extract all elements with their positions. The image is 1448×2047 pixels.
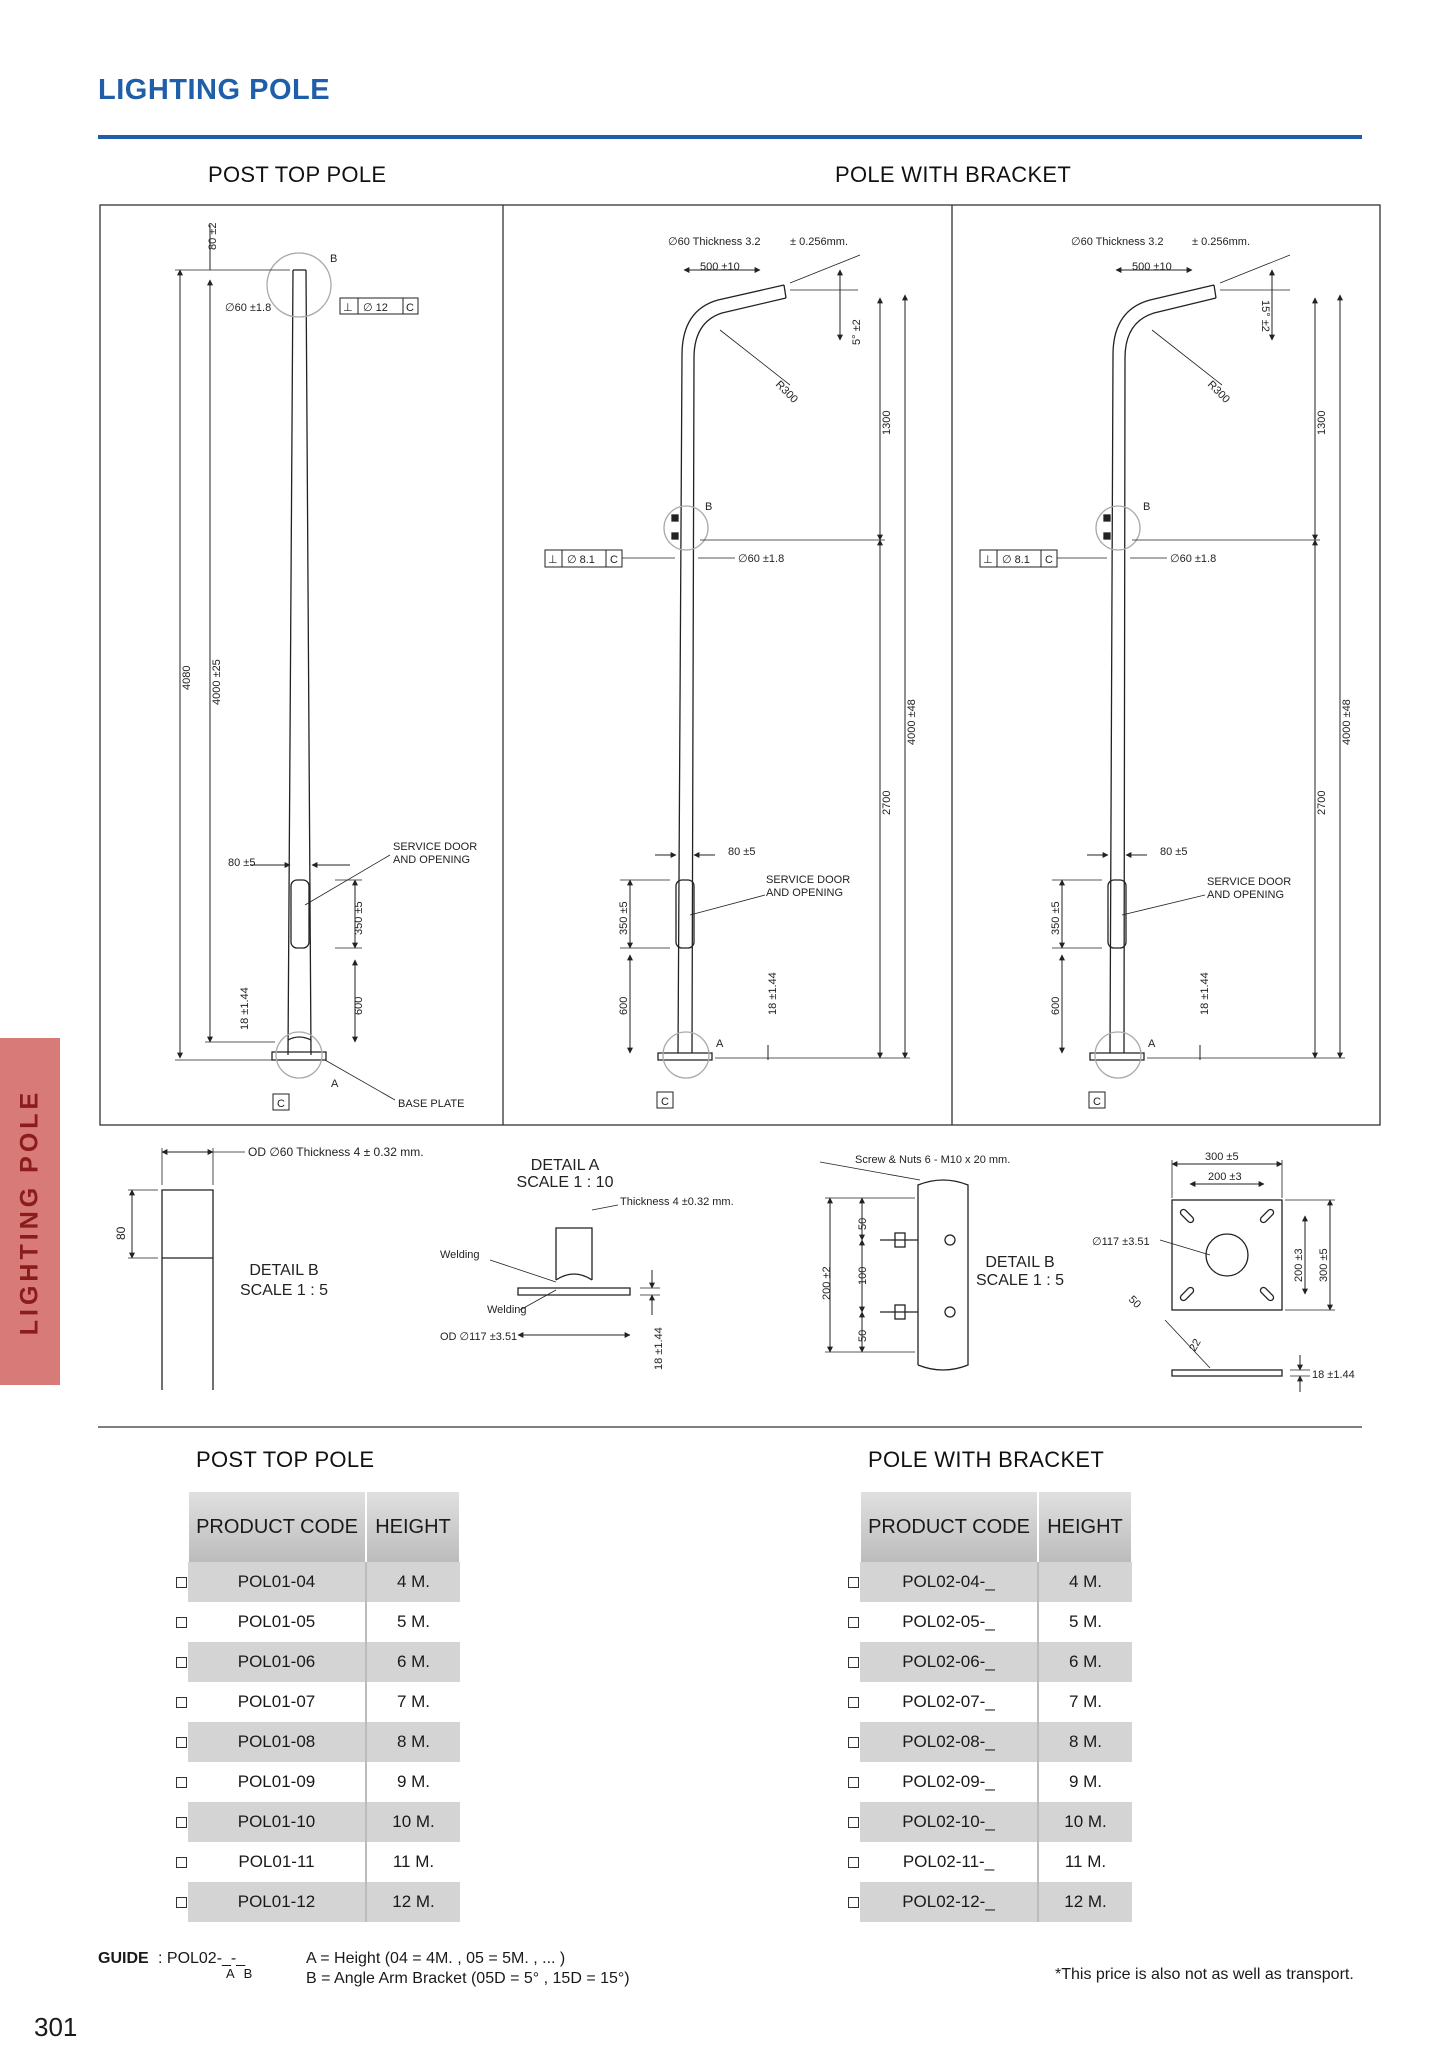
br-dim-1300: 1300: [1316, 410, 1328, 435]
post-top-table: [174, 1492, 461, 1922]
checkbox[interactable]: [848, 1657, 859, 1668]
bl-dim-600: 600: [618, 996, 630, 1015]
bp-18: 18 ±1.44: [1312, 1369, 1355, 1381]
guide-sub: A B: [226, 1966, 256, 1981]
product-code-cell: POL02-12-_: [860, 1882, 1038, 1922]
bl-label-c: C: [661, 1096, 669, 1108]
checkbox[interactable]: [176, 1897, 187, 1908]
br-angle: 15° ±2: [1259, 300, 1271, 332]
bl-service-1: SERVICE DOOR: [766, 874, 851, 886]
height-cell: 8 M.: [1038, 1722, 1132, 1762]
br-dia-top: ∅60 Thickness 3.2: [1071, 236, 1164, 248]
br-dim-18: 18 ±1.44: [1199, 972, 1211, 1015]
br-tol-datum: C: [1045, 554, 1053, 566]
table-row: [846, 1842, 1132, 1882]
drawing-heading-bracket: POLE WITH BRACKET: [835, 162, 1072, 187]
checkbox[interactable]: [176, 1857, 187, 1868]
table-row: [846, 1602, 1132, 1642]
tol-datum: C: [406, 302, 414, 314]
detail-a-title-2: SCALE 1 : 10: [516, 1174, 614, 1191]
row-checkbox-cell: [846, 1762, 860, 1802]
checkbox[interactable]: [848, 1577, 859, 1588]
product-code-cell: POL01-04: [188, 1562, 366, 1602]
row-checkbox-cell: [174, 1882, 188, 1922]
height-cell: 4 M.: [1038, 1562, 1132, 1602]
guide-label: GUIDE: [98, 1950, 149, 1967]
bl-thk-tol: ± 0.256mm.: [790, 236, 849, 248]
table-row: [846, 1682, 1132, 1722]
checkbox[interactable]: [176, 1577, 187, 1588]
detail-b-title-2: SCALE 1 : 5: [239, 1282, 329, 1299]
row-checkbox-cell: [174, 1602, 188, 1642]
row-checkbox-cell: [846, 1642, 860, 1682]
bp-hole: ∅117 ±3.51: [1092, 1236, 1150, 1248]
height-cell: 9 M.: [1038, 1762, 1132, 1802]
bracket-rows: [846, 1562, 1132, 1922]
br-dim-600: 600: [1050, 996, 1062, 1015]
bracket-table: [846, 1492, 1133, 1922]
table-row: [174, 1602, 460, 1642]
height-cell: 7 M.: [1038, 1682, 1132, 1722]
detail-b2-screw: Screw & Nuts 6 - M10 x 20 mm.: [855, 1154, 1011, 1166]
col-height: HEIGHT: [1038, 1492, 1132, 1562]
checkbox[interactable]: [848, 1777, 859, 1788]
dim-350: 350 ±5: [353, 901, 365, 935]
checkbox[interactable]: [176, 1737, 187, 1748]
checkbox[interactable]: [848, 1857, 859, 1868]
table-row: [846, 1882, 1132, 1922]
bp-200-top: 200 ±3: [1208, 1171, 1242, 1183]
bl-tol-datum: C: [610, 554, 618, 566]
bl-tol-val: ∅ 8.1: [567, 554, 595, 566]
checkbox[interactable]: [176, 1817, 187, 1828]
table-row: [174, 1802, 460, 1842]
height-cell: 12 M.: [366, 1882, 460, 1922]
row-checkbox-cell: [846, 1602, 860, 1642]
detail-b2-title-2: SCALE 1 : 5: [975, 1272, 1065, 1289]
bl-dim-350: 350 ±5: [618, 901, 630, 935]
bl-dim-2700: 2700: [881, 790, 893, 815]
row-checkbox-cell: [174, 1802, 188, 1842]
bl-label-a: A: [716, 1038, 724, 1050]
height-cell: 8 M.: [366, 1722, 460, 1762]
product-code-cell: POL02-08-_: [860, 1722, 1038, 1762]
detail-a-thickness: Thickness 4 ±0.32 mm.: [620, 1196, 734, 1208]
height-cell: 11 M.: [1038, 1842, 1132, 1882]
table-row: [174, 1562, 460, 1602]
height-cell: 10 M.: [1038, 1802, 1132, 1842]
table-title-post-top: POST TOP POLE: [196, 1447, 375, 1472]
bl-dia-60: ∅60 ±1.8: [738, 553, 785, 565]
product-code-cell: POL02-05-_: [902, 1612, 995, 1631]
bl-label-b: B: [705, 501, 713, 513]
col-product-code: PRODUCT CODE: [188, 1492, 366, 1562]
row-checkbox-cell: [174, 1722, 188, 1762]
side-tab-label: LIGHTING POLE: [15, 1088, 44, 1335]
detail-b2-50b: 50: [857, 1329, 869, 1342]
detail-b-title-1: DETAIL B: [249, 1262, 319, 1279]
table-row: [174, 1882, 460, 1922]
page-number: 301: [34, 2012, 78, 2042]
bl-angle: 5° ±2: [851, 319, 863, 345]
br-tol-sym: ⊥: [983, 554, 993, 566]
product-code-cell: POL01-12: [188, 1882, 366, 1922]
br-dim-4000: 4000 ±48: [1341, 699, 1353, 745]
dim-600: 600: [353, 996, 365, 1015]
br-tol-val: ∅ 8.1: [1002, 554, 1030, 566]
detail-b2-title-1: DETAIL B: [985, 1254, 1055, 1271]
page-title: LIGHTING POLE: [98, 74, 331, 106]
base-plate-drawing: [1160, 1160, 1335, 1392]
product-code-cell: POL02-11-_: [902, 1852, 995, 1871]
product-code-cell: POL02-06-_: [860, 1642, 1038, 1682]
bp-50: 50: [1125, 1293, 1144, 1311]
bp-300-side: 300 ±5: [1318, 1248, 1330, 1282]
height-cell: 5 M.: [366, 1602, 460, 1642]
guide-line-b: B = Angle Arm Bracket (05D = 5° , 15D = 15°): [306, 1970, 630, 1987]
checkbox[interactable]: [176, 1777, 187, 1788]
table-row: [846, 1722, 1132, 1762]
br-label-a: A: [1148, 1038, 1156, 1050]
table-row: [846, 1642, 1132, 1682]
bp-300-top: 300 ±5: [1205, 1151, 1239, 1163]
drawing-heading-post-top: POST TOP POLE: [208, 162, 387, 187]
table-row: [174, 1842, 460, 1882]
table-row: [846, 1802, 1132, 1842]
bp-200-side: 200 ±3: [1293, 1248, 1305, 1282]
br-dim-80-5: 80 ±5: [1160, 846, 1188, 858]
product-code-cell: POL01-11: [238, 1852, 315, 1871]
detail-b-80: 80: [114, 1226, 128, 1240]
row-checkbox-cell: [846, 1682, 860, 1722]
bracket-pole-left: [545, 255, 910, 1108]
br-thk-tol: ± 0.256mm.: [1192, 236, 1251, 248]
detail-b2-200: 200 ±2: [821, 1266, 833, 1300]
height-cell: 12 M.: [1038, 1882, 1132, 1922]
detail-a-welding-2: Welding: [487, 1304, 527, 1316]
label-b: B: [330, 253, 338, 265]
row-checkbox-cell: [174, 1762, 188, 1802]
row-checkbox-cell: [174, 1682, 188, 1722]
post-top-rows: [174, 1562, 460, 1922]
detail-b2-50a: 50: [857, 1217, 869, 1230]
row-checkbox-cell: [846, 1722, 860, 1762]
dim-4080: 4080: [181, 665, 193, 690]
detail-a-18: 18 ±1.44: [653, 1327, 665, 1370]
row-checkbox-cell: [846, 1802, 860, 1842]
checkbox[interactable]: [176, 1697, 187, 1708]
dia-60: ∅60 ±1.8: [225, 302, 272, 314]
height-cell: 10 M.: [366, 1802, 460, 1842]
height-cell: 11 M.: [366, 1842, 460, 1882]
row-checkbox-cell: [174, 1642, 188, 1682]
row-checkbox-cell: [174, 1562, 188, 1602]
bl-service-2: AND OPENING: [766, 887, 844, 899]
height-cell: 6 M.: [1038, 1642, 1132, 1682]
checkbox[interactable]: [848, 1817, 859, 1828]
price-note: *This price is also not as well as transport.: [1055, 1966, 1354, 1983]
bp-22: 22: [1187, 1336, 1204, 1354]
product-code-cell: POL01-06: [188, 1642, 366, 1682]
height-cell: 5 M.: [1038, 1602, 1132, 1642]
br-radius: R300: [1204, 378, 1232, 406]
table-row: [174, 1762, 460, 1802]
tol-val: ∅ 12: [363, 302, 388, 314]
detail-a-title-1: DETAIL A: [530, 1157, 600, 1174]
tol-sym: ⊥: [343, 302, 353, 314]
product-code-cell: POL01-07: [237, 1692, 316, 1711]
product-code-cell: POL02-04-_: [860, 1562, 1038, 1602]
label-c: C: [277, 1098, 285, 1110]
bracket-pole-right: [980, 255, 1345, 1108]
label-a: A: [331, 1078, 339, 1090]
bl-radius: R300: [772, 378, 800, 406]
table-row: [174, 1682, 460, 1722]
table-row: [174, 1722, 460, 1762]
br-dia-60: ∅60 ±1.8: [1170, 553, 1217, 565]
height-cell: 6 M.: [366, 1642, 460, 1682]
row-checkbox-cell: [846, 1882, 860, 1922]
checkbox[interactable]: [176, 1617, 187, 1628]
product-code-cell: POL02-07-_: [902, 1692, 995, 1711]
br-dim-2700: 2700: [1316, 790, 1328, 815]
table-row: [846, 1762, 1132, 1802]
detail-a-welding-1: Welding: [440, 1249, 480, 1261]
checkbox[interactable]: [848, 1737, 859, 1748]
col-height: HEIGHT: [366, 1492, 460, 1562]
guide-line-a: A = Height (04 = 4M. , 05 = 5M. , ... ): [306, 1950, 566, 1967]
detail-a-od: OD ∅117 ±3.51: [440, 1331, 518, 1343]
height-cell: 4 M.: [366, 1562, 460, 1602]
dim-4000: 4000 ±25: [211, 659, 223, 705]
guide: [98, 1950, 818, 1994]
product-code-cell: POL01-05: [237, 1612, 316, 1631]
table-title-bracket: POLE WITH BRACKET: [868, 1447, 1105, 1472]
br-dim-350: 350 ±5: [1050, 901, 1062, 935]
detail-b-post: [128, 1148, 245, 1390]
product-code-cell: POL02-10-_: [860, 1802, 1038, 1842]
br-label-c: C: [1093, 1096, 1101, 1108]
row-checkbox-cell: [846, 1562, 860, 1602]
br-label-b: B: [1143, 501, 1151, 513]
dim-80-5: 80 ±5: [228, 857, 256, 869]
checkbox[interactable]: [848, 1897, 859, 1908]
col-product-code: PRODUCT CODE: [860, 1492, 1038, 1562]
br-service-1: SERVICE DOOR: [1207, 876, 1292, 888]
checkbox[interactable]: [848, 1617, 859, 1628]
detail-b2-100: 100: [857, 1266, 869, 1285]
table-row: [174, 1642, 460, 1682]
br-service-2: AND OPENING: [1207, 889, 1285, 901]
dim-18: 18 ±1.44: [239, 987, 251, 1030]
bl-dim-18: 18 ±1.44: [767, 972, 779, 1015]
br-dim-500: 500 ±10: [1132, 261, 1172, 273]
bl-dim-80-5: 80 ±5: [728, 846, 756, 858]
bl-dia-top: ∅60 Thickness 3.2: [668, 236, 761, 248]
product-code-cell: POL01-10: [188, 1802, 366, 1842]
base-plate-label: BASE PLATE: [398, 1098, 465, 1110]
bl-dim-1300: 1300: [881, 410, 893, 435]
bl-dim-500: 500 ±10: [700, 261, 740, 273]
product-code-cell: POL02-09-_: [902, 1772, 995, 1791]
product-code-cell: POL01-09: [237, 1772, 316, 1791]
checkbox[interactable]: [176, 1657, 187, 1668]
detail-b-bracket-drawing: [820, 1162, 968, 1370]
bl-dim-4000: 4000 ±48: [906, 699, 918, 745]
row-checkbox-cell: [174, 1842, 188, 1882]
service-door-2: AND OPENING: [393, 854, 471, 866]
height-cell: 7 M.: [366, 1682, 460, 1722]
dim-80-2: 80 ±2: [207, 222, 219, 250]
bl-tol-sym: ⊥: [548, 554, 558, 566]
checkbox[interactable]: [848, 1697, 859, 1708]
row-checkbox-cell: [846, 1842, 860, 1882]
detail-b-od: OD ∅60 Thickness 4 ± 0.32 mm.: [248, 1145, 424, 1159]
table-row: [846, 1562, 1132, 1602]
height-cell: 9 M.: [366, 1762, 460, 1802]
service-door-1: SERVICE DOOR: [393, 841, 478, 853]
product-code-cell: POL01-08: [188, 1722, 366, 1762]
guide-code: : POL02-_-_: [158, 1950, 246, 1967]
